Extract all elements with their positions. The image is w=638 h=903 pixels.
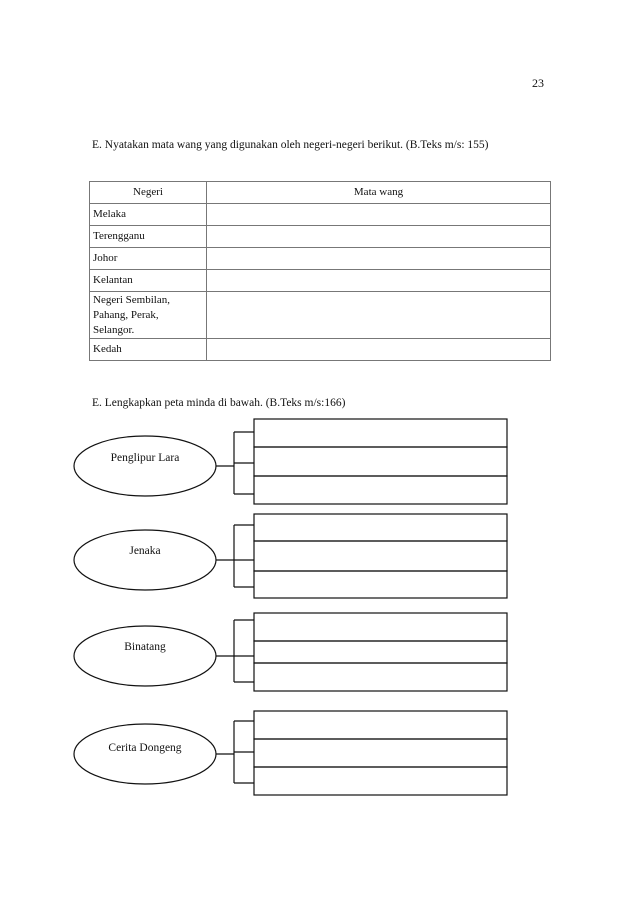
answer-box[interactable] xyxy=(254,767,507,795)
answer-box[interactable] xyxy=(254,514,507,541)
answer-box[interactable] xyxy=(254,739,507,767)
state-cell: Kedah xyxy=(90,339,207,361)
answer-box[interactable] xyxy=(254,711,507,739)
mindmap-node-label: Penglipur Lara xyxy=(110,452,180,464)
answer-box[interactable] xyxy=(254,613,507,641)
answer-box[interactable] xyxy=(254,476,507,504)
state-cell: Johor xyxy=(90,248,207,270)
answer-box[interactable] xyxy=(254,447,507,476)
state-cell: Kelantan xyxy=(90,270,207,292)
answer-box[interactable] xyxy=(254,571,507,598)
currency-instruction: E. Nyatakan mata wang yang digunakan oleh negeri-negeri berikut. (B.Teks m/s: 155) xyxy=(92,139,489,151)
answer-box[interactable] xyxy=(254,641,507,663)
mindmap-node-ellipse xyxy=(74,436,216,496)
state-cell: Melaka xyxy=(90,204,207,226)
mindmap-instruction: E. Lengkapkan peta minda di bawah. (B.Teks m/s:166) xyxy=(92,397,346,409)
state-line: Pahang, Perak, xyxy=(93,309,159,321)
mindmap-node-ellipse xyxy=(74,530,216,590)
header-state: Negeri xyxy=(90,182,207,204)
state-line: Negeri Sembilan, xyxy=(93,294,170,306)
answer-box[interactable] xyxy=(254,663,507,691)
mindmap-node-label: Binatang xyxy=(124,641,166,653)
state-line: Selangor. xyxy=(93,324,135,336)
mindmap-node-label: Cerita Dongeng xyxy=(108,742,182,754)
state-cell: Terengganu xyxy=(90,226,207,248)
mindmap-node-ellipse xyxy=(74,724,216,784)
answer-box[interactable] xyxy=(254,419,507,447)
header-currency: Mata wang xyxy=(207,182,551,204)
mindmap-node-label: Jenaka xyxy=(129,545,161,557)
answer-box[interactable] xyxy=(254,541,507,571)
page-number: 23 xyxy=(532,76,544,90)
mindmap-node-ellipse xyxy=(74,626,216,686)
